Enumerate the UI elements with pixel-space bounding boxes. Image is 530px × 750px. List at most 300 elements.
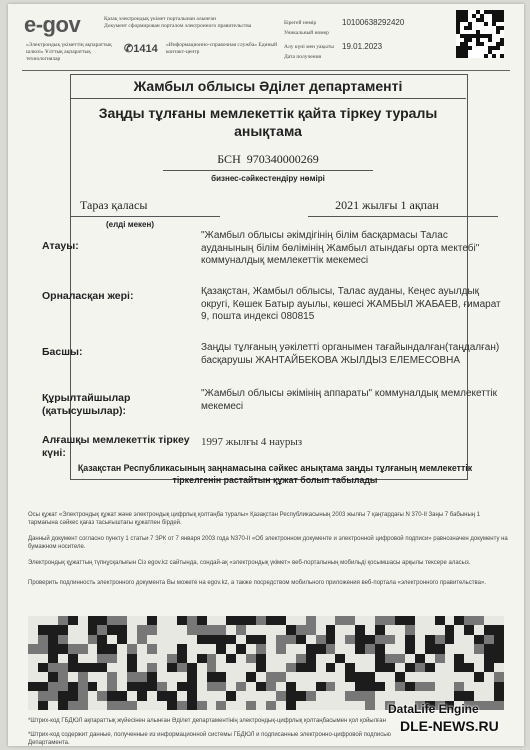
barcode-module	[88, 635, 98, 644]
barcode-module	[345, 635, 355, 644]
barcode-module	[266, 616, 276, 625]
field-value-first-reg: 1997 жылғы 4 наурыз	[201, 436, 303, 448]
barcode-module	[88, 616, 98, 625]
barcode-module	[474, 654, 484, 663]
header-center-ru: Документ сформирован порталом электронного правительства	[104, 23, 252, 29]
barcode-module	[355, 691, 365, 700]
barcode-module	[326, 644, 336, 653]
barcode-module	[117, 635, 127, 644]
barcode-module	[88, 663, 98, 672]
barcode-module	[48, 691, 58, 700]
barcode-module	[435, 663, 445, 672]
barcode-module	[88, 654, 98, 663]
barcode-module	[286, 654, 296, 663]
barcode-module	[117, 663, 127, 672]
note-kz-2: Электрондық құжаттың түпнұсқалығын Сіз egov.kz сайтында, сондай-ақ «электрондық үкімет» веб-порталының мобильді қосымшасы арқылы тексере аласыз.	[28, 560, 471, 566]
barcode-module	[326, 672, 336, 681]
barcode-module	[127, 701, 137, 710]
barcode-module	[415, 672, 425, 681]
barcode-module	[326, 701, 336, 710]
meta-label-unique-kz: Бірегей нөмір	[284, 20, 317, 26]
barcode-module	[137, 654, 147, 663]
barcode-module	[147, 691, 157, 700]
barcode-module	[226, 691, 236, 700]
barcode-module	[355, 616, 365, 625]
barcode-module	[48, 625, 58, 634]
field-value-head: Заңды тұлғаның уәкілетті органымен тағайындалған(таңдалған) басқарушы ЖАНТАЙБЕКОВА ЖЫЛДЫЗ ЕЛЕМЕСОВНА	[201, 342, 500, 366]
barcode-module	[365, 625, 375, 634]
barcode-module	[246, 672, 256, 681]
barcode-module	[197, 691, 207, 700]
barcode-module	[177, 701, 187, 710]
header-center-kz: Қазақ электрондық үкімет порталынан алынған	[104, 16, 216, 22]
barcode-module	[187, 625, 197, 634]
phone-icon: ✆	[124, 43, 134, 55]
barcode-module	[425, 691, 435, 700]
barcode-module	[187, 635, 197, 644]
barcode-module	[137, 644, 147, 653]
meta-label-date-ru: Дата получения	[284, 54, 322, 60]
barcode-module	[276, 701, 286, 710]
barcode-module	[326, 635, 336, 644]
barcode-module	[167, 672, 177, 681]
header-divider	[22, 70, 510, 71]
barcode-module	[266, 635, 276, 644]
barcode-module	[167, 635, 177, 644]
meta-label-date-kz: Алу күні мен уақыты	[284, 44, 334, 50]
barcode-module	[425, 682, 435, 691]
barcode-module	[207, 644, 217, 653]
barcode-module	[276, 644, 286, 653]
barcode-module	[167, 701, 177, 710]
barcode-module	[445, 654, 455, 663]
barcode-module	[474, 672, 484, 681]
barcode-module	[226, 701, 236, 710]
barcode-module	[68, 682, 78, 691]
barcode-module	[207, 663, 217, 672]
legal-statement: Қазақстан Республикасының заңнамасына сәйкес анықтама заңды тұлғаның мемлекеттік тіркелгенін растайтын құжат болып табылады	[77, 463, 473, 485]
barcode-module	[286, 701, 296, 710]
barcode-module	[107, 672, 117, 681]
barcode-module	[256, 682, 266, 691]
barcode-module	[107, 682, 117, 691]
barcode-module	[107, 616, 117, 625]
barcode-module	[38, 635, 48, 644]
barcode-module	[335, 635, 345, 644]
barcode-module	[236, 682, 246, 691]
barcode-module	[316, 682, 326, 691]
barcode-module	[226, 682, 236, 691]
barcode-module	[28, 635, 38, 644]
barcode-module	[474, 663, 484, 672]
barcode-module	[48, 644, 58, 653]
barcode-module	[177, 635, 187, 644]
barcode-module	[365, 635, 375, 644]
barcode-module	[236, 672, 246, 681]
barcode-module	[454, 654, 464, 663]
barcode-module	[117, 682, 127, 691]
barcode-module	[266, 691, 276, 700]
barcode-module	[464, 625, 474, 634]
barcode-module	[326, 616, 336, 625]
barcode-module	[494, 625, 504, 634]
barcode-module	[157, 701, 167, 710]
barcode-module	[127, 682, 137, 691]
barcode-module	[216, 635, 226, 644]
barcode-module	[137, 701, 147, 710]
barcode-module	[345, 663, 355, 672]
barcode-module	[187, 644, 197, 653]
barcode-module	[395, 644, 405, 653]
barcode-note-ru: *Штрих-код содержит данные, полученные из информационной системы ГБДЮЛ и подписанные электронно-цифровой подписью Департамента.	[28, 732, 391, 746]
note-kz-1: Осы құжат «Электрондық құжат және электрондық цифрлық қолтаңба туралы» Қазақстан Республикасының 2003 жылғы 7 қаңтардағы N 370-II Заңы 7 бабының 1 тармағына сәйкес қағаз тасығыштағы құжатпен бірдей.	[28, 512, 481, 526]
barcode-module	[326, 682, 336, 691]
barcode-module	[395, 691, 405, 700]
barcode-module	[435, 616, 445, 625]
barcode-module	[97, 625, 107, 634]
frame-divider	[70, 98, 466, 99]
barcode-module	[97, 701, 107, 710]
logo-tagline: «Электрондық үкіметтің ақпараттық шлюзі» Ұлттық ақпараттық технологиялар	[26, 42, 112, 62]
barcode-module	[216, 682, 226, 691]
barcode-module	[236, 701, 246, 710]
watermark-line2: DLE-NEWS.RU	[400, 718, 499, 734]
barcode-module	[375, 654, 385, 663]
barcode-module	[167, 663, 177, 672]
barcode-module	[385, 616, 395, 625]
barcode-module	[28, 682, 38, 691]
barcode-module	[435, 644, 445, 653]
field-value-name: "Жамбыл облысы әкімдігінің білім басқармасы Талас ауданының білім бөлімінің Жамбыл атындағы орта мектебі" коммуналдық мемлекеттік мекемесі	[201, 230, 480, 266]
barcode-module	[256, 644, 266, 653]
barcode-module	[395, 616, 405, 625]
barcode-module	[464, 672, 474, 681]
barcode-module	[484, 691, 494, 700]
barcode-module	[385, 691, 395, 700]
barcode-module	[335, 691, 345, 700]
barcode-module	[117, 625, 127, 634]
barcode-module	[48, 672, 58, 681]
barcode-module	[266, 644, 276, 653]
barcode-module	[454, 625, 464, 634]
barcode-module	[276, 616, 286, 625]
barcode-module	[375, 682, 385, 691]
barcode-module	[127, 691, 137, 700]
barcode-module	[494, 672, 504, 681]
barcode-module	[167, 654, 177, 663]
barcode-module	[474, 635, 484, 644]
watermark-line1: DataLife Engine	[388, 702, 479, 716]
barcode-module	[454, 644, 464, 653]
barcode-module	[88, 691, 98, 700]
barcode-module	[58, 701, 68, 710]
barcode-module	[355, 672, 365, 681]
barcode-module	[226, 616, 236, 625]
barcode-module	[246, 625, 256, 634]
barcode-module	[107, 644, 117, 653]
barcode-module	[345, 691, 355, 700]
barcode-module	[316, 635, 326, 644]
barcode-module	[226, 672, 236, 681]
field-label-address: Орналасқан жері:	[42, 290, 134, 302]
barcode-module	[395, 663, 405, 672]
barcode-module	[177, 663, 187, 672]
barcode-module	[494, 691, 504, 700]
barcode-module	[38, 654, 48, 663]
barcode-module	[435, 635, 445, 644]
barcode-module	[246, 616, 256, 625]
barcode-module	[236, 691, 246, 700]
barcode-module	[445, 625, 455, 634]
barcode-module	[216, 654, 226, 663]
barcode-module	[415, 682, 425, 691]
barcode-module	[445, 635, 455, 644]
barcode-module	[58, 654, 68, 663]
barcode-module	[157, 654, 167, 663]
barcode-module	[276, 635, 286, 644]
barcode-module	[127, 672, 137, 681]
barcode-module	[435, 625, 445, 634]
barcode-module	[286, 644, 296, 653]
barcode-module	[246, 654, 256, 663]
barcode-module	[375, 644, 385, 653]
barcode-module	[316, 691, 326, 700]
barcode-module	[494, 616, 504, 625]
barcode-module	[38, 682, 48, 691]
date-underline	[308, 216, 498, 217]
barcode-module	[147, 701, 157, 710]
barcode-module	[484, 701, 494, 710]
barcode-module	[425, 616, 435, 625]
barcode-module	[306, 654, 316, 663]
barcode-module	[167, 691, 177, 700]
header-center-text	[104, 16, 284, 30]
barcode-module	[405, 625, 415, 634]
barcode-module	[78, 625, 88, 634]
barcode-module	[226, 625, 236, 634]
barcode-module	[97, 672, 107, 681]
barcode-module	[286, 663, 296, 672]
barcode-module	[207, 635, 217, 644]
barcode-module	[187, 654, 197, 663]
barcode-module	[335, 654, 345, 663]
barcode-module	[97, 663, 107, 672]
barcode-module	[167, 625, 177, 634]
department-name: Жамбыл облысы Әділет департаменті	[133, 78, 403, 94]
barcode-module	[38, 672, 48, 681]
barcode-module	[425, 644, 435, 653]
document-page	[8, 4, 524, 746]
barcode-module	[355, 682, 365, 691]
barcode-module	[375, 691, 385, 700]
barcode-module	[484, 616, 494, 625]
barcode-module	[137, 616, 147, 625]
barcode-module	[355, 654, 365, 663]
barcode-module	[216, 663, 226, 672]
barcode-module	[286, 691, 296, 700]
barcode-module	[48, 616, 58, 625]
barcode-module	[385, 654, 395, 663]
barcode-module	[157, 616, 167, 625]
barcode-module	[78, 663, 88, 672]
barcode-module	[216, 672, 226, 681]
barcode-module	[484, 625, 494, 634]
barcode-module	[375, 616, 385, 625]
barcode-module	[365, 701, 375, 710]
barcode-module	[296, 701, 306, 710]
barcode-module	[157, 635, 167, 644]
barcode-module	[454, 691, 464, 700]
barcode-module	[276, 672, 286, 681]
barcode-module	[395, 682, 405, 691]
barcode-module	[306, 616, 316, 625]
barcode-module	[58, 672, 68, 681]
barcode-module	[276, 691, 286, 700]
barcode-module	[415, 691, 425, 700]
barcode-module	[236, 625, 246, 634]
barcode-module	[415, 654, 425, 663]
barcode-module	[127, 644, 137, 653]
barcode-module	[316, 672, 326, 681]
barcode-module	[286, 672, 296, 681]
barcode-module	[415, 644, 425, 653]
barcode-module	[454, 672, 464, 681]
barcode-module	[28, 701, 38, 710]
barcode-module	[326, 663, 336, 672]
barcode-module	[286, 625, 296, 634]
barcode-module	[197, 682, 207, 691]
barcode-module	[187, 663, 197, 672]
barcode-module	[207, 672, 217, 681]
barcode-module	[58, 635, 68, 644]
barcode-module	[474, 644, 484, 653]
barcode-module	[286, 682, 296, 691]
qr-module	[500, 54, 504, 58]
barcode-module	[236, 644, 246, 653]
barcode-module	[365, 682, 375, 691]
barcode-module	[316, 616, 326, 625]
barcode-module	[88, 682, 98, 691]
barcode-module	[256, 635, 266, 644]
barcode-module	[385, 672, 395, 681]
barcode-module	[68, 616, 78, 625]
barcode-module	[435, 654, 445, 663]
barcode-note-kz: *Штрих-код ГБДЮЛ ақпараттық жүйесінен алынған Әділет департаментінің электрондық-цифрлық қолтаңбасымен қол қойылған	[28, 718, 386, 724]
barcode-module	[187, 672, 197, 681]
barcode-module	[147, 616, 157, 625]
barcode-module	[306, 672, 316, 681]
barcode-module	[58, 625, 68, 634]
barcode-module	[167, 644, 177, 653]
barcode-module	[484, 672, 494, 681]
barcode-module	[88, 644, 98, 653]
barcode-module	[226, 644, 236, 653]
barcode-module	[335, 682, 345, 691]
barcode-module	[246, 644, 256, 653]
barcode-module	[435, 672, 445, 681]
barcode-module	[157, 691, 167, 700]
barcode-module	[38, 625, 48, 634]
barcode-module	[296, 682, 306, 691]
barcode-module	[405, 644, 415, 653]
barcode-module	[276, 682, 286, 691]
barcode-module	[296, 625, 306, 634]
bin-number	[163, 152, 373, 167]
barcode-module	[107, 635, 117, 644]
barcode-module	[157, 672, 167, 681]
barcode-module	[256, 672, 266, 681]
field-value-address: Қазақстан, Жамбыл облысы, Талас ауданы, Кеңес ауылдық округі, Көшек Батыр ауылы, көшесі ЖАМБЫЛ ЖАБАЕВ, ғимарат 9, пошта индексі 080815	[201, 286, 501, 322]
barcode-module	[28, 672, 38, 681]
barcode-module	[107, 625, 117, 634]
barcode-module	[197, 635, 207, 644]
barcode-module	[345, 616, 355, 625]
barcode-module	[127, 663, 137, 672]
barcode-module	[28, 644, 38, 653]
barcode-module	[385, 635, 395, 644]
barcode-module	[335, 616, 345, 625]
barcode-module	[405, 663, 415, 672]
barcode-module	[137, 672, 147, 681]
barcode-module	[38, 663, 48, 672]
barcode-module	[326, 625, 336, 634]
barcode-module	[107, 654, 117, 663]
barcode-module	[187, 616, 197, 625]
barcode-module	[187, 701, 197, 710]
barcode-module	[147, 672, 157, 681]
barcode-module	[137, 691, 147, 700]
barcode-module	[197, 654, 207, 663]
barcode-module	[256, 625, 266, 634]
barcode-module	[266, 663, 276, 672]
barcode-module	[335, 701, 345, 710]
hotline-number	[124, 42, 158, 55]
barcode-module	[107, 663, 117, 672]
barcode-module	[167, 616, 177, 625]
barcode-module	[365, 644, 375, 653]
barcode-module	[375, 701, 385, 710]
barcode-module	[395, 625, 405, 634]
barcode-module	[236, 635, 246, 644]
barcode-module	[405, 654, 415, 663]
barcode-module	[335, 672, 345, 681]
barcode-module	[157, 644, 167, 653]
barcode-module	[68, 625, 78, 634]
barcode-module	[474, 625, 484, 634]
barcode-module	[266, 672, 276, 681]
barcode-module	[216, 691, 226, 700]
barcode-module	[157, 625, 167, 634]
barcode-module	[256, 663, 266, 672]
barcode-module	[474, 616, 484, 625]
barcode-module	[28, 691, 38, 700]
qr-code	[456, 10, 504, 58]
barcode-module	[345, 625, 355, 634]
barcode-module	[445, 682, 455, 691]
barcode-module	[207, 654, 217, 663]
barcode-module	[296, 616, 306, 625]
barcode-module	[137, 625, 147, 634]
barcode-module	[216, 616, 226, 625]
barcode-module	[415, 635, 425, 644]
barcode-module	[385, 644, 395, 653]
barcode-module	[355, 644, 365, 653]
barcode-module	[97, 635, 107, 644]
barcode-module	[107, 701, 117, 710]
barcode-module	[286, 635, 296, 644]
note-ru-2: Проверить подлинность электронного документа Вы можете на egov.kz, а также посредством мобильного приложения веб-портала «электронного правительства».	[28, 580, 486, 586]
barcode-module	[415, 663, 425, 672]
